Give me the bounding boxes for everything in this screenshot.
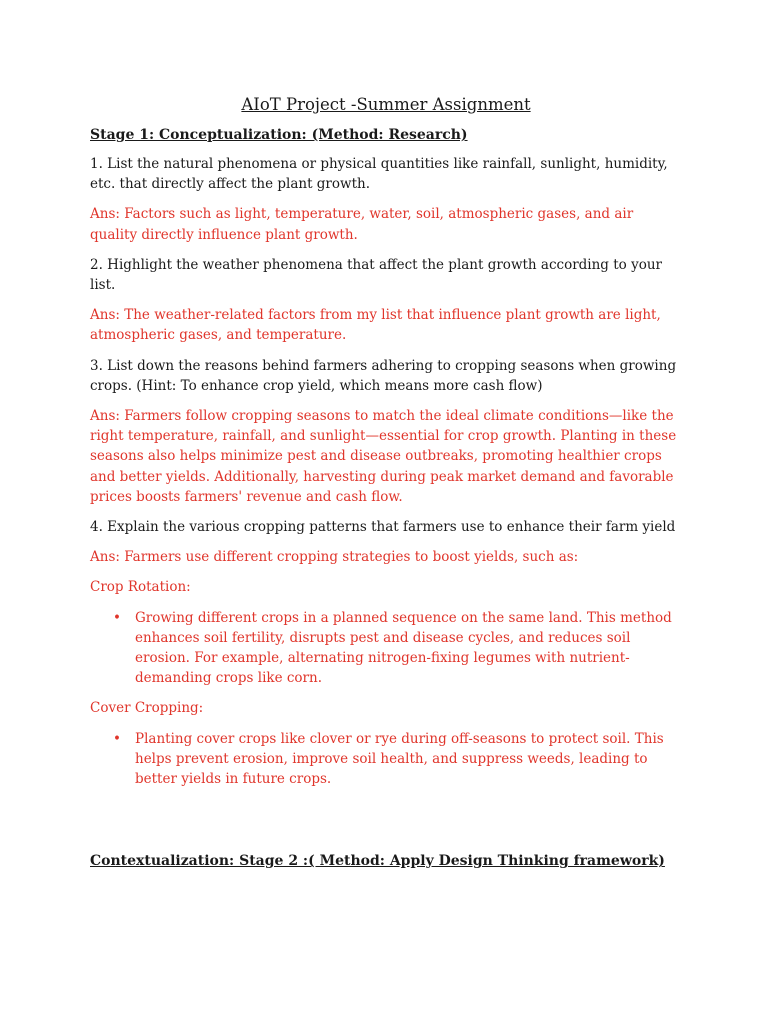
crop-rotation-label: Crop Rotation: (90, 579, 191, 596)
question-3: 3. List down the reasons behind farmers adhering to cropping seasons when growing crops. (Hint: To enhance crop yield, which means more cash flow) (90, 357, 677, 394)
question-1: 1. List the natural phenomena or physical quantities like rainfall, sunlight, humidity, etc. that directly affect the plant growth. (90, 156, 668, 193)
spacer (90, 799, 682, 851)
cover-cropping-label: Cover Cropping: (90, 700, 204, 717)
bullet-icon: • (113, 730, 121, 747)
answer-2: Ans: The weather-related factors from my list that influence plant growth are light, atmospheric gases, and temperature. (90, 307, 661, 344)
answer-1: Ans: Factors such as light, temperature, water, soil, atmospheric gases, and air quality directly influence plant growth. (90, 206, 634, 243)
bullet-icon: • (113, 609, 121, 626)
stage2-heading: Contextualization: Stage 2 :( Method: Apply Design Thinking framework) (90, 853, 665, 870)
answer-4: Ans: Farmers use different cropping strategies to boost yields, such as: (90, 549, 579, 566)
document-body (90, 94, 682, 880)
cover-cropping-text: Planting cover crops like clover or rye during off-seasons to protect soil. This helps prevent erosion, improve soil health, and suppress weeds, leading to better yields in future crops. (135, 730, 664, 788)
cover-cropping-list (90, 729, 682, 790)
question-4: 4. Explain the various cropping patterns that farmers use to enhance their farm yield (90, 519, 676, 536)
answer-3: Ans: Farmers follow cropping seasons to match the ideal climate conditions—like the right temperature, rainfall, and sunlight—essential for crop growth. Planting in these seasons also helps minimize pest and disease outbreaks, promoting healthier crops and better yields. Additionally, harvesting during peak market demand and favorable prices boosts farmers' revenue and cash flow. (90, 408, 677, 505)
document-title: AIoT Project -Summer Assignment (241, 95, 531, 114)
list-item (113, 608, 682, 689)
question-2: 2. Highlight the weather phenomena that affect the plant growth according to your list. (90, 256, 662, 294)
stage1-heading: Stage 1: Conceptualization: (Method: Research) (90, 127, 468, 143)
crop-rotation-list (90, 608, 682, 689)
crop-rotation-text: Growing different crops in a planned sequence on the same land. This method enhances soil fertility, disrupts pest and disease cycles, and reduces soil erosion. For example, alternating nitrogen-fixing legumes with nutrient-demanding crops like corn. (135, 609, 672, 687)
list-item (113, 729, 682, 790)
